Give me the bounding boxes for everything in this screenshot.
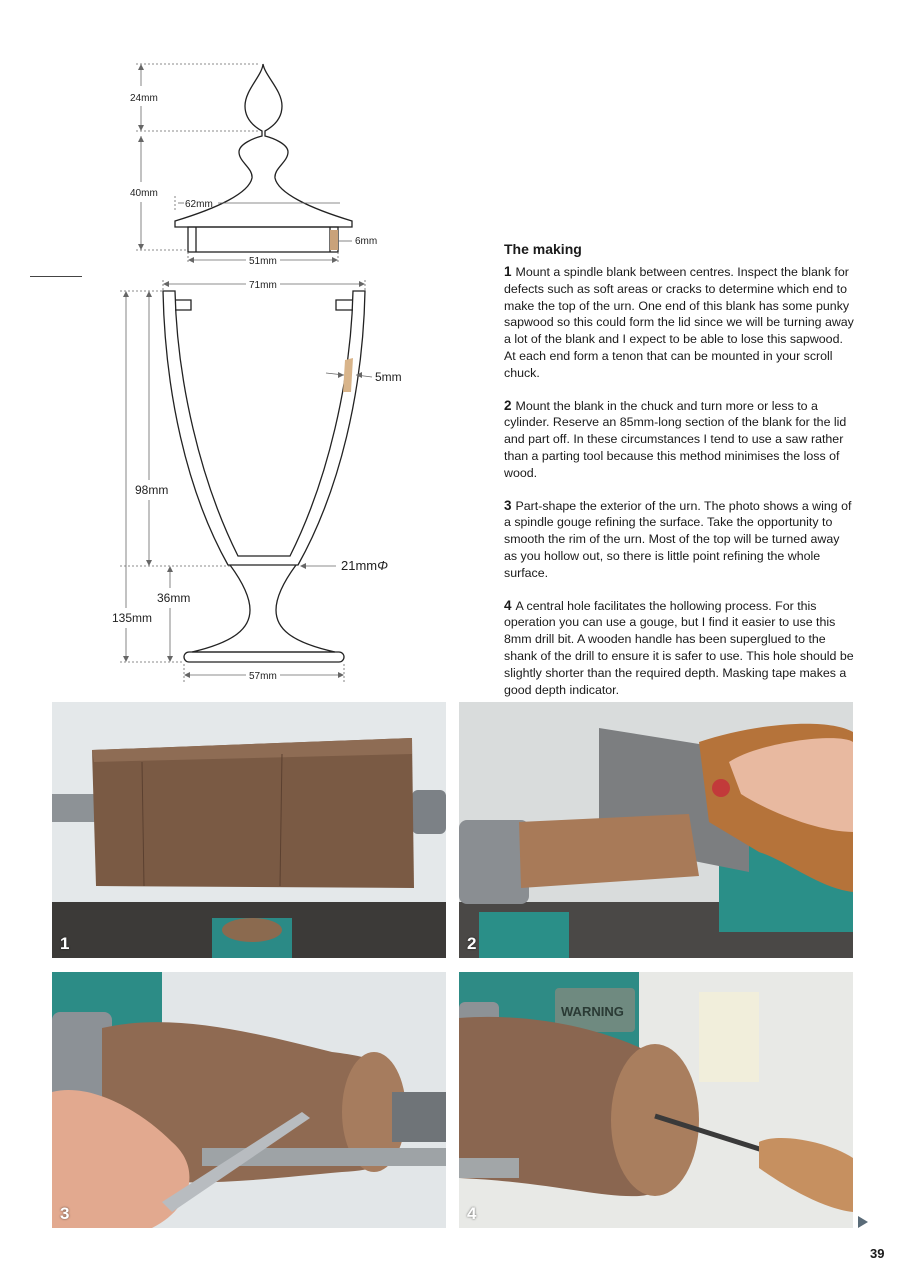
step-text: A central hole facilitates the hollowing process. For this operation you can use a gouge, but I find it easier to use this 8mm drill bit. A wooden handle has been superglued to the shank of the drill to ensure it is safer to use. This hole should be slightly shorter than the required depth. Masking tape makes a good depth indicator. bbox=[504, 598, 854, 697]
dim-stem-diameter: 21mmΦ bbox=[341, 558, 389, 573]
dim-bowl-width: 71mm bbox=[249, 280, 277, 291]
page-number: 39 bbox=[870, 1246, 885, 1261]
step-text: Mount the blank in the chuck and turn more or less to a cylinder. Reserve an 85mm-long section of the blank for the lid and part off. In these circumstances I tend to use a saw rather than a parting tool because this method minimises the loss of wood. bbox=[504, 398, 847, 480]
photo-number: 1 bbox=[60, 934, 70, 953]
dim-lid-knob-height: 40mm bbox=[130, 188, 158, 199]
step-paragraph bbox=[504, 598, 854, 699]
dim-base-width: 57mm bbox=[249, 671, 277, 682]
step-paragraph bbox=[504, 398, 854, 482]
article-body bbox=[504, 240, 854, 714]
photo-step-1 bbox=[52, 702, 446, 958]
photo-number: 3 bbox=[60, 1204, 70, 1223]
article-heading: The making bbox=[504, 241, 582, 257]
step-text: Part-shape the exterior of the urn. The photo shows a wing of a spindle gouge refining the surface. Take the opportunity to smooth the rim of the urn. Most of the top will be turned away as you hollow out, so there is little point refining the whole surface. bbox=[504, 498, 852, 580]
dim-lid-width: 62mm bbox=[185, 199, 213, 210]
divider-rule bbox=[30, 276, 82, 277]
dim-finial-height: 24mm bbox=[130, 93, 158, 104]
dim-bowl-wall: 5mm bbox=[375, 370, 402, 384]
photo-step-4 bbox=[459, 972, 853, 1228]
photo-step-3 bbox=[52, 972, 446, 1228]
lid-wall-highlight bbox=[330, 230, 338, 250]
dim-lid-wall: 6mm bbox=[355, 236, 378, 247]
dim-base-height: 36mm bbox=[157, 591, 191, 605]
dim-lid-tenon: 51mm bbox=[249, 256, 277, 267]
bowl-wall-highlight bbox=[343, 358, 353, 392]
dim-bowl-height: 98mm bbox=[135, 483, 169, 497]
step-paragraph bbox=[504, 498, 854, 582]
next-page-arrow-icon bbox=[858, 1216, 868, 1228]
step-number: 2 bbox=[504, 397, 512, 413]
step-number: 4 bbox=[504, 597, 512, 613]
photo-number: 4 bbox=[467, 1204, 477, 1223]
step-number: 3 bbox=[504, 497, 512, 513]
urn-dimension-diagram bbox=[0, 0, 470, 700]
step-paragraph bbox=[504, 264, 854, 382]
dim-total-height: 135mm bbox=[112, 611, 153, 625]
photo-number: 2 bbox=[467, 934, 477, 953]
step-number: 1 bbox=[504, 264, 512, 279]
step-text: Mount a spindle blank between centres. Inspect the blank for defects such as soft areas or cracks to determine which end to make the top of the urn. One end of this blank has some punky sapwood so this could form the lid since we will be turning away a lot of the blank and I expect to be able to lose this sapwood. At each end form a tenon that can be mounted in your scroll chuck. bbox=[504, 265, 854, 380]
photo-step-2 bbox=[459, 702, 853, 958]
warning-sign: WARNING bbox=[561, 1004, 624, 1019]
